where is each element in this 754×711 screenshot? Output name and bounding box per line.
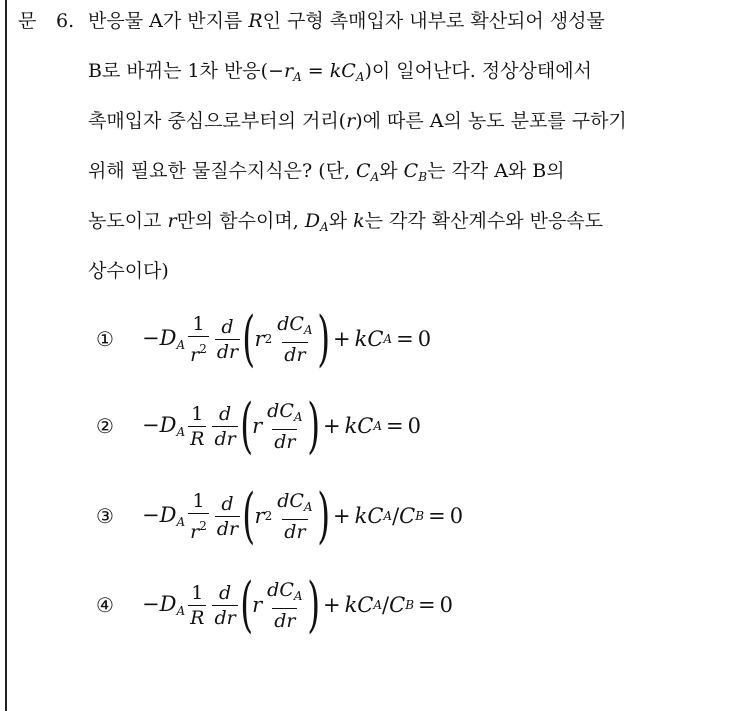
question-stem-line-6: 상수이다): [88, 260, 169, 282]
question-header: [18, 0, 88, 42]
choice-3[interactable]: [96, 481, 463, 551]
left-border: [5, 0, 7, 711]
question-stem-line-1: 반응물 A가 반지름 R인 구형 촉매입자 내부로 확산되어 생성물: [88, 10, 605, 32]
question-label: 문: [18, 10, 37, 32]
choice-1[interactable]: [96, 304, 431, 374]
question-stem-line-3: 촉매입자 중심으로부터의 거리(r)에 따른 A의 농도 분포를 구하기: [88, 110, 627, 132]
choice-1-equation: $-D_A$ $\frac{1}{r^2}$ $\frac{d}{dr}$ ( r 2 $\frac{dC_A}{dr}$ ) + kC A = 0: [142, 304, 432, 374]
choice-2[interactable]: [96, 391, 421, 461]
choice-2-equation: $-D_A$ $\frac{1}{R}$ $\frac{d}{dr}$ ( r $\frac{dC_A}{dr}$ ) + kC A = 0: [142, 391, 422, 461]
question-number: 6.: [56, 10, 75, 32]
question-stem-line-5: 농도이고 r만의 함수이며, $D_A$와 k는 각각 확산계수와 반응속도: [88, 210, 604, 234]
choice-4-mark: ④: [96, 593, 114, 617]
question-stem-line-4: 위해 필요한 물질수지식은? (단, $C_A$와 $C_B$는 각각 A와 B의: [88, 160, 565, 184]
choice-3-mark: ③: [96, 504, 114, 528]
question-stem-line-2: B로 바뀌는 1차 반응$(-r_A = kC_A)$이 일어난다. 정상상태에서: [88, 60, 592, 84]
choice-4-equation: $-D_A$ $\frac{1}{R}$ $\frac{d}{dr}$ ( r $\frac{dC_A}{dr}$ ) + kC A / C B = 0: [142, 570, 453, 640]
choice-2-mark: ②: [96, 414, 114, 438]
choice-4[interactable]: [96, 570, 453, 640]
choice-1-mark: ①: [96, 327, 114, 351]
choice-3-equation: $-D_A$ $\frac{1}{r^2}$ $\frac{d}{dr}$ ( r 2 $\frac{dC_A}{dr}$ ) + kC A / C B = 0: [142, 481, 464, 551]
